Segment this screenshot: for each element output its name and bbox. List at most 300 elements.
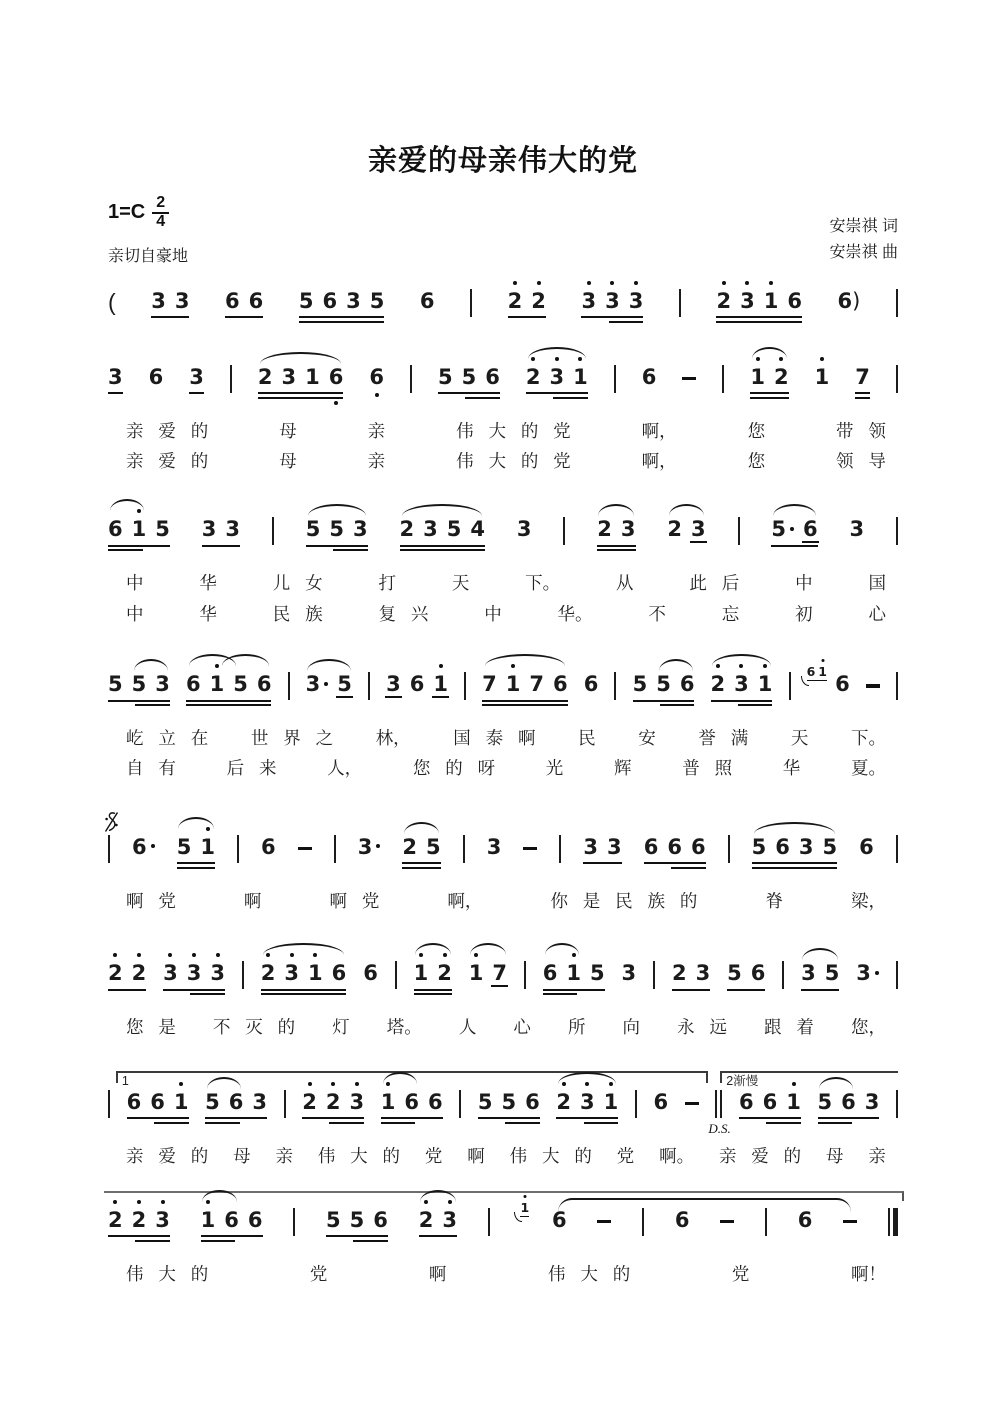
note-digit: 1 — [413, 961, 429, 986]
beam-line — [135, 704, 170, 706]
beam-line — [108, 545, 170, 547]
note — [108, 671, 123, 697]
note-digit: 6 — [750, 961, 766, 986]
beam-line — [261, 989, 347, 991]
beam-line — [609, 321, 644, 323]
beamed-notes — [469, 960, 507, 986]
note-digit: 3 — [174, 288, 190, 313]
note — [248, 1207, 263, 1233]
music-system — [108, 1191, 898, 1287]
note-digit: 2 — [131, 1207, 147, 1232]
note — [202, 516, 217, 542]
note — [680, 671, 695, 697]
beamed-notes — [302, 1089, 364, 1115]
note-group — [225, 288, 263, 319]
note — [400, 516, 415, 542]
slur-arc — [134, 659, 168, 671]
slur-arc — [308, 504, 366, 516]
note — [258, 364, 273, 390]
octave-dot-above — [609, 1082, 613, 1086]
lyric-chunk: 党 — [616, 1145, 635, 1166]
dal-segno-label: D.S. — [708, 1120, 731, 1136]
note-digit: 2 — [774, 364, 789, 389]
lyric-chunk: 啊 党 — [329, 890, 380, 911]
note-digit: 1 — [763, 288, 779, 313]
note — [580, 1089, 595, 1115]
slur-arc — [598, 504, 634, 516]
note — [438, 364, 453, 390]
note-group — [739, 1089, 801, 1124]
note-group — [543, 960, 605, 995]
beam-line — [855, 397, 870, 399]
octave-dot-above — [266, 953, 270, 957]
octave-dot-above — [206, 1200, 210, 1204]
notes-row — [108, 364, 898, 410]
octave-dot-above — [113, 1200, 117, 1204]
note — [835, 671, 850, 697]
note-digit: 2 — [325, 1089, 341, 1114]
lyric-chunk: 下。 — [850, 728, 886, 749]
barline — [653, 961, 655, 989]
duration-dash — [843, 1220, 857, 1224]
lyric-chunk: 心 — [513, 1017, 531, 1038]
beamed-notes — [306, 516, 368, 542]
key-and-tempo — [108, 195, 188, 266]
note — [711, 671, 726, 697]
note — [696, 960, 711, 986]
octave-dot-above — [113, 953, 117, 957]
note — [508, 288, 523, 314]
note — [485, 364, 500, 390]
note-digit: 3 — [210, 961, 226, 986]
note-digit: 1 — [468, 961, 484, 986]
lyric-chunk: 亲 — [367, 420, 386, 441]
barline — [395, 961, 397, 989]
beam-line — [727, 989, 765, 991]
note — [373, 1207, 388, 1233]
beamed-notes — [855, 364, 870, 390]
beam-line — [711, 700, 773, 702]
barline — [896, 517, 898, 545]
note-digit: 3 — [486, 834, 502, 859]
barline — [488, 1208, 490, 1236]
beamed-notes — [151, 288, 189, 314]
octave-dot-above — [386, 1082, 390, 1086]
note-group — [108, 671, 170, 706]
note — [531, 288, 546, 314]
barline — [896, 1090, 898, 1118]
note-group — [469, 960, 507, 986]
note-digit: 4 — [470, 517, 485, 542]
note-digit: 3 — [580, 1089, 595, 1114]
note-digit: 7 — [855, 364, 870, 389]
note-digit: 1 — [200, 834, 215, 859]
grace-notes — [520, 1200, 529, 1217]
note-digit: 3 — [691, 517, 706, 542]
note — [151, 288, 166, 314]
slur-arc — [222, 654, 269, 666]
note — [249, 288, 264, 314]
lyric-chunk: 啊， — [641, 450, 677, 471]
note-digit: 5 — [349, 1207, 365, 1232]
note — [787, 288, 802, 314]
note-digit: 2 — [131, 961, 147, 986]
note-group — [752, 834, 838, 869]
octave-dot-above — [443, 953, 447, 957]
note-group — [716, 288, 802, 323]
beam-line — [766, 1122, 801, 1124]
octave-dot-above — [216, 953, 220, 957]
note-group — [306, 516, 368, 551]
lyric-chunk: 从 — [616, 573, 634, 594]
beam-line — [299, 316, 385, 318]
note — [751, 960, 766, 986]
lyric-chunk: 领 导 — [836, 450, 886, 471]
close-paren: ) — [852, 288, 861, 313]
slur-arc — [754, 822, 834, 834]
note-digit: 2 — [108, 961, 123, 986]
barline — [463, 835, 465, 863]
beam-line — [186, 704, 272, 706]
beamed-notes — [189, 364, 204, 390]
note — [667, 516, 682, 542]
barline — [728, 835, 730, 863]
lyric-chunk: 党 — [731, 1263, 750, 1284]
octave-dot-above — [716, 664, 720, 668]
note — [492, 960, 507, 986]
note-group — [750, 364, 788, 399]
note-group — [508, 288, 546, 319]
octave-dot-above — [313, 953, 317, 957]
note-digit: 6 — [679, 672, 695, 697]
lyric-chunk: 啊！ — [850, 1263, 886, 1284]
lyric-chunk: 啊 — [467, 1145, 485, 1166]
lyric-chunk: 你 是 民 族 的 — [550, 890, 698, 911]
barline — [288, 672, 290, 700]
beam-line — [482, 704, 568, 706]
beam-line — [127, 1117, 189, 1119]
grace-note — [520, 1200, 529, 1215]
lyric-chunk: 华 — [199, 573, 217, 594]
note-digit: 1 — [173, 1089, 189, 1114]
barline — [410, 365, 412, 393]
note — [225, 516, 240, 542]
barline — [284, 1090, 286, 1118]
note — [284, 960, 299, 986]
note-digit: 6 — [331, 961, 347, 986]
note-digit: 6 — [409, 672, 425, 697]
note — [644, 834, 659, 860]
note — [419, 1207, 434, 1233]
note-digit: 6 — [428, 1089, 443, 1114]
note — [132, 671, 147, 697]
barline — [563, 517, 565, 545]
octave-dot-above — [555, 357, 559, 361]
beam-line — [752, 862, 838, 864]
octave-dot-above — [308, 1082, 312, 1086]
grace-note — [807, 664, 816, 679]
note-digit: 6 — [228, 1089, 244, 1114]
note — [370, 288, 385, 314]
note — [605, 288, 620, 314]
note — [855, 364, 870, 390]
beam-line — [414, 993, 452, 995]
beamed-notes — [225, 288, 263, 314]
note-digit: 5 — [446, 517, 462, 542]
note-group — [108, 1207, 170, 1242]
beam-line — [202, 545, 240, 547]
barline — [293, 1208, 295, 1236]
note-group — [201, 1207, 263, 1242]
octave-dot-above — [756, 357, 760, 361]
lyric-line — [108, 419, 898, 444]
note-digit: 1 — [433, 672, 448, 697]
lyric-chunk: 您， — [850, 1017, 886, 1038]
note — [261, 834, 276, 860]
note-digit: 2 — [302, 1089, 317, 1114]
note-digit: 3 — [357, 834, 373, 859]
beam-line — [584, 1122, 619, 1124]
note-digit: 6 — [674, 1207, 690, 1232]
beam-line — [329, 1122, 364, 1124]
note — [299, 288, 314, 314]
lyric-chunk: 不 灭 的 — [212, 1017, 296, 1038]
note — [132, 960, 147, 986]
note — [838, 288, 861, 314]
note — [437, 960, 452, 986]
octave-dot-above — [511, 664, 515, 668]
note — [799, 834, 814, 860]
note-digit: 6 — [837, 288, 853, 313]
note-underline — [385, 696, 402, 698]
note-digit: 6 — [653, 1089, 669, 1114]
note — [470, 516, 485, 542]
note-digit: 3 — [386, 672, 401, 697]
note-group — [205, 1089, 267, 1124]
note-digit: 2 — [531, 288, 546, 313]
grace-notes — [807, 664, 827, 681]
beam-line — [353, 1240, 388, 1242]
note-digit: 5 — [822, 834, 838, 859]
grace-beam — [520, 1200, 529, 1217]
note — [629, 288, 644, 314]
note — [306, 671, 329, 697]
beam-line — [750, 397, 788, 399]
note — [525, 1089, 540, 1115]
note — [108, 516, 123, 542]
key-signature — [108, 195, 188, 231]
slur-arc — [260, 352, 340, 364]
beam-line — [660, 704, 695, 706]
beamed-notes — [108, 960, 146, 986]
beam-line — [108, 700, 170, 702]
octave-dot-above — [523, 1195, 526, 1198]
beamed-notes — [127, 1089, 189, 1115]
beamed-notes — [299, 288, 385, 314]
note — [734, 671, 749, 697]
final-barline — [888, 1208, 898, 1236]
note-digit: 2 — [667, 517, 682, 542]
note — [775, 834, 790, 860]
beam-line — [402, 862, 440, 864]
note — [163, 960, 178, 986]
note — [597, 516, 612, 542]
note-digit: 3 — [284, 961, 300, 986]
note — [771, 516, 794, 542]
note — [727, 960, 742, 986]
note-digit: 3 — [849, 517, 865, 542]
beamed-notes — [597, 516, 635, 542]
note-digit: 3 — [155, 1207, 170, 1232]
notes-row — [108, 834, 898, 880]
beam-line — [716, 321, 802, 323]
lyric-chunk: 华 — [782, 758, 801, 779]
beam-line — [189, 392, 204, 394]
beamed-notes — [414, 960, 452, 986]
note-digit: 6 — [132, 834, 147, 859]
note — [529, 671, 544, 697]
music-system — [108, 364, 898, 475]
beamed-notes — [667, 516, 705, 542]
beam-line — [135, 1240, 170, 1242]
note-group — [583, 834, 621, 865]
octave-dot-above — [439, 664, 443, 668]
note — [410, 671, 425, 697]
lyric-chunk: 此 后 — [689, 573, 740, 594]
slur-arc — [402, 504, 482, 516]
note — [553, 671, 568, 697]
lyric-chunk: 亲 爱 的 — [126, 420, 209, 441]
note — [150, 1089, 165, 1115]
slur-arc — [802, 948, 838, 960]
note-digit: 5 — [369, 288, 385, 313]
note-digit: 3 — [516, 517, 532, 542]
beam-line — [108, 392, 123, 394]
beam-line — [225, 316, 263, 318]
octave-dot-above — [424, 1200, 428, 1204]
note-digit: 2 — [716, 288, 732, 313]
barline — [334, 835, 336, 863]
beam-line — [108, 989, 146, 991]
barline — [782, 961, 784, 989]
beam-line — [750, 392, 788, 394]
beam-line — [739, 1117, 801, 1119]
beamed-notes — [818, 1089, 880, 1115]
note-group — [478, 1089, 540, 1124]
beam-line — [556, 1117, 618, 1119]
beamed-notes — [177, 834, 215, 860]
note — [200, 834, 215, 860]
note — [818, 1089, 833, 1115]
lyric-chunk: 母 — [826, 1145, 844, 1166]
note-digit: 2 — [556, 1089, 571, 1114]
note-digit: 6 — [803, 517, 818, 542]
note — [675, 1207, 690, 1233]
barline — [614, 672, 616, 700]
notes-row — [108, 1089, 898, 1135]
note-digit: 5 — [155, 517, 170, 542]
beamed-notes — [526, 364, 588, 390]
note-digit: 5 — [329, 517, 344, 542]
tempo-marking: 亲切自豪地 — [108, 247, 189, 265]
notes-row — [108, 516, 898, 562]
note-digit: 3 — [252, 1089, 267, 1114]
note — [752, 834, 767, 860]
lyric-chunk: 亲 — [868, 1145, 886, 1166]
lyric-chunk: 伟 大 的 — [317, 1145, 401, 1166]
lyric-chunk: 塔。 — [386, 1017, 422, 1038]
notes-row — [108, 288, 898, 334]
lyric-chunk: 初 — [795, 603, 813, 624]
note-digit: 6 — [643, 834, 659, 859]
note — [517, 516, 532, 542]
lyric-chunk: 向 — [622, 1017, 641, 1038]
note-digit: 3 — [163, 961, 178, 986]
duration-dash — [720, 1220, 734, 1224]
beamed-notes — [205, 1089, 267, 1115]
lyric-chunk: 誉 满 — [698, 728, 749, 749]
lyric-chunk: 不 — [648, 603, 666, 624]
beamed-notes — [400, 516, 486, 542]
note-digit: 6 — [369, 364, 384, 389]
octave-dot-above — [821, 659, 824, 662]
beam-line — [771, 545, 817, 547]
beam-line — [818, 1117, 880, 1119]
beam-line — [419, 1235, 457, 1237]
augmentation-dot — [376, 844, 380, 848]
lyric-chunk: 啊 党 — [126, 890, 176, 911]
lyric-chunk: 啊 — [243, 890, 262, 911]
note — [621, 516, 636, 542]
note-digit: 6 — [419, 288, 435, 313]
slur-arc — [307, 659, 351, 671]
note — [350, 1089, 365, 1115]
lyric-chunk: 民 族 — [272, 603, 323, 624]
lyric-line — [108, 726, 898, 751]
note — [322, 288, 337, 314]
duration-dash — [866, 684, 880, 688]
note-digit: 5 — [108, 672, 123, 697]
note-group — [672, 960, 710, 991]
note-digit: 6 — [797, 1207, 813, 1232]
note-digit: 6 — [835, 672, 850, 697]
lyric-line — [108, 571, 898, 596]
note — [667, 834, 682, 860]
note-digit: 6 — [787, 288, 802, 313]
lyric-chunk: 伟 大 的 — [548, 1263, 631, 1284]
octave-dot-above — [634, 281, 638, 285]
note-digit: 3 — [620, 517, 636, 542]
note — [346, 288, 361, 314]
lyric-chunk: 亲 — [275, 1145, 293, 1166]
beam-line — [671, 867, 706, 869]
beam-line — [543, 993, 578, 995]
note — [155, 671, 170, 697]
note — [326, 1207, 341, 1233]
note-digit: 5 — [656, 672, 671, 697]
beamed-notes — [543, 960, 605, 986]
note-group — [381, 1089, 443, 1124]
beamed-notes — [419, 1207, 457, 1233]
octave-dot-above — [537, 281, 541, 285]
note-digit: 2 — [108, 1207, 123, 1232]
note — [233, 671, 248, 697]
volta-bracket — [720, 1071, 898, 1088]
note — [566, 960, 581, 986]
beamed-notes — [163, 960, 225, 986]
note-digit: 3 — [695, 961, 711, 986]
note — [108, 364, 123, 390]
